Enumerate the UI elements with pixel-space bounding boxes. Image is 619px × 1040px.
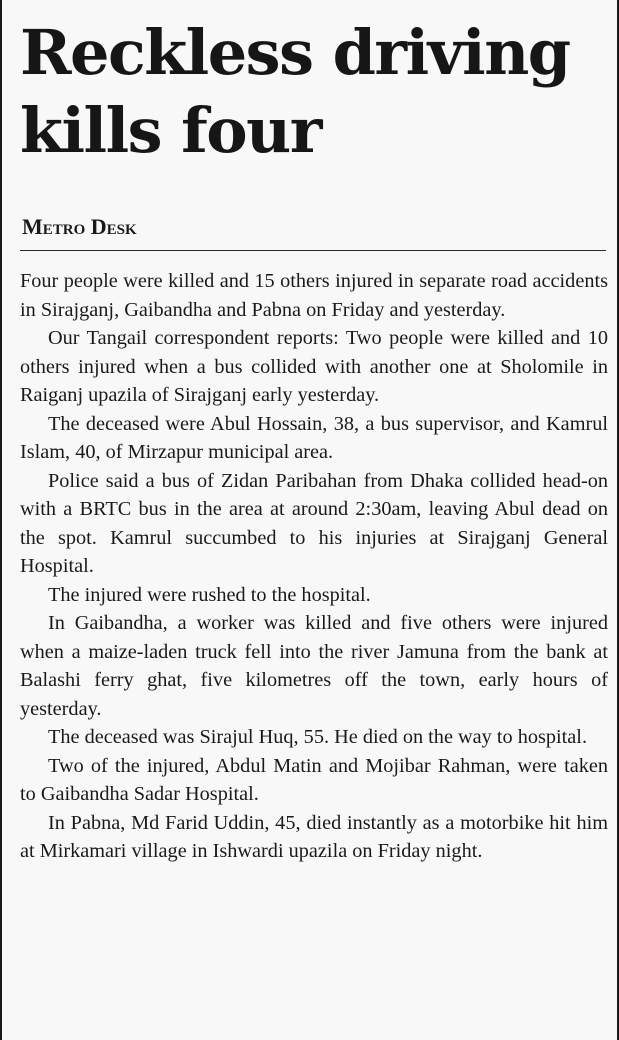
article-body: [20, 267, 608, 866]
article-paragraph: The deceased was Sirajul Huq, 55. He died on the way to hospital.: [48, 726, 588, 748]
article-headline: Reckless driving kills four: [20, 16, 570, 167]
article-byline: Metro Desk: [22, 214, 137, 239]
article-paragraph: Two of the injured, Abdul Matin and Mojibar Rahman, were taken to Gaibandha Sadar Hospital.: [20, 754, 608, 805]
byline-divider: [20, 250, 606, 251]
article-paragraph: In Gaibandha, a worker was killed and five others were injured when a maize-laden truck fell into the river Jamuna from the bank at Balashi ferry ghat, five kilometres off the town, early hours of yesterday.: [20, 612, 608, 720]
article-paragraph: The deceased were Abul Hossain, 38, a bus supervisor, and Kamrul Islam, 40, of Mirzapur municipal area.: [20, 412, 608, 463]
article-paragraph: The injured were rushed to the hospital.: [48, 583, 371, 606]
article-paragraph: Our Tangail correspondent reports: Two people were killed and 10 others injured when a bus collided with another one at Sholomile in Raiganj upazila of Sirajganj early yesterday.: [20, 327, 608, 406]
article-paragraph: In Pabna, Md Farid Uddin, 45, died instantly as a motorbike hit him at Mirkamari village in Ishwardi upazila on Friday night.: [20, 811, 608, 862]
article-paragraph: Four people were killed and 15 others injured in separate road accidents in Sirajganj, Gaibandha and Pabna on Friday and yesterday.: [20, 270, 608, 321]
article-paragraph: Police said a bus of Zidan Paribahan from Dhaka collided head-on with a BRTC bus in the area at around 2:30am, leaving Abul dead on the spot. Kamrul succumbed to his injuries at Sirajganj General Hospital.: [20, 469, 608, 577]
